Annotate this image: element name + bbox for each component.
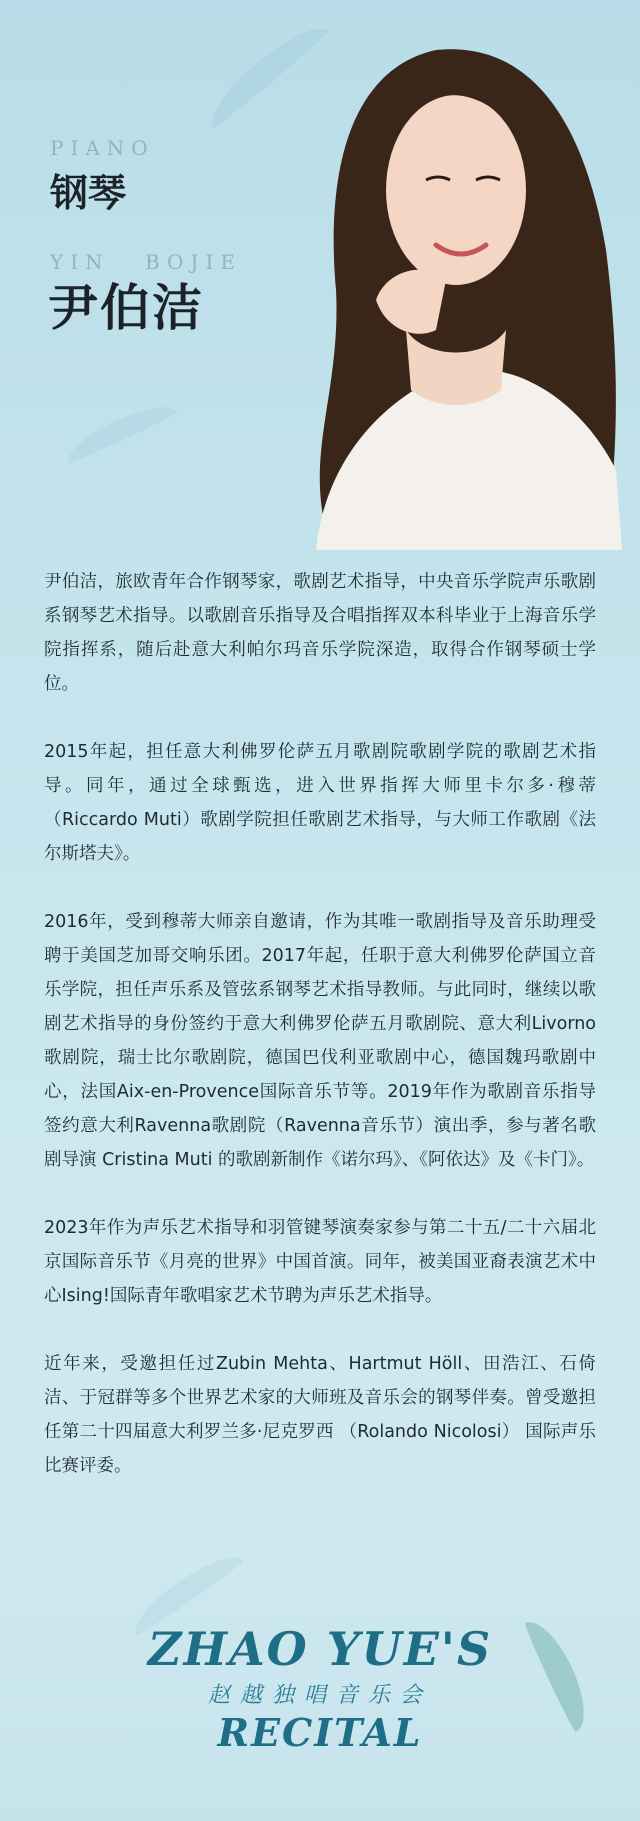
bio-paragraph: 2023年作为声乐艺术指导和羽管键琴演奏家参与第二十五/二十六届北京国际音乐节《月亮的世界》中国首演。同年，被美国亚裔表演艺术中心Ising!国际青年歌唱家艺术节聘为声乐艺术指导。 bbox=[44, 1218, 596, 1306]
role-english: PIANO bbox=[50, 136, 155, 160]
bio-paragraph: 尹伯洁，旅欧青年合作钢琴家，歌剧艺术指导，中央音乐学院声乐歌剧系钢琴艺术指导。以歌剧音乐指导及合唱指挥双本科毕业于上海音乐学院指挥系，随后赴意大利帕尔玛音乐学院深造，取得合作钢琴硕士学位。 bbox=[44, 572, 596, 694]
bio-paragraph: 近年来，受邀担任过Zubin Mehta、Hartmut Höll、田浩江、石倚洁、于冠群等多个世界艺术家的大师班及音乐会的钢琴伴奏。曾受邀担任第二十四届意大利罗兰多·尼克罗西 （Rolando Nicolosi） 国际声乐比赛评委。 bbox=[44, 1354, 596, 1476]
decorative-leaf bbox=[61, 396, 178, 465]
bio-paragraph: 2015年起，担任意大利佛罗伦萨五月歌剧院歌剧学院的歌剧艺术指导。同年，通过全球甄选，进入世界指挥大师里卡尔多·穆蒂（Riccardo Muti）歌剧学院担任歌剧艺术指导，与大师工作歌剧《法尔斯塔夫》。 bbox=[44, 742, 596, 864]
name-chinese: 尹伯洁 bbox=[48, 279, 204, 337]
biography bbox=[44, 565, 596, 1517]
bio-paragraph: 2016年，受到穆蒂大师亲自邀请，作为其唯一歌剧指导及音乐助理受聘于美国芝加哥交响乐团。2017年起，任职于意大利佛罗伦萨国立音乐学院，担任声乐系及管弦系钢琴艺术指导教师。与此同时，继续以歌剧艺术指导的身份签约于意大利佛罗伦萨五月歌剧院、意大利Livorno歌剧院，瑞士比尔歌剧院，德国巴伐利亚歌剧中心，德国魏玛歌剧中心，法国Aix-en-Provence国际音乐节等。2019年作为歌剧音乐指导签约意大利Ravenna歌剧院（Ravenna音乐节）演出季，参与著名歌剧导演 Cristina Muti 的歌剧新制作《诺尔玛》、《阿依达》及《卡门》。 bbox=[44, 912, 596, 1170]
role-chinese: 钢琴 bbox=[50, 171, 127, 215]
name-english: YIN BOJIE bbox=[50, 250, 242, 274]
recital-title-bottom: RECITAL bbox=[217, 1710, 423, 1755]
performer-portrait bbox=[286, 30, 622, 550]
recital-subtitle-chinese: 赵越独唱音乐会 bbox=[207, 1683, 432, 1708]
recital-title-top: ZHAO YUE'S bbox=[147, 1622, 493, 1676]
